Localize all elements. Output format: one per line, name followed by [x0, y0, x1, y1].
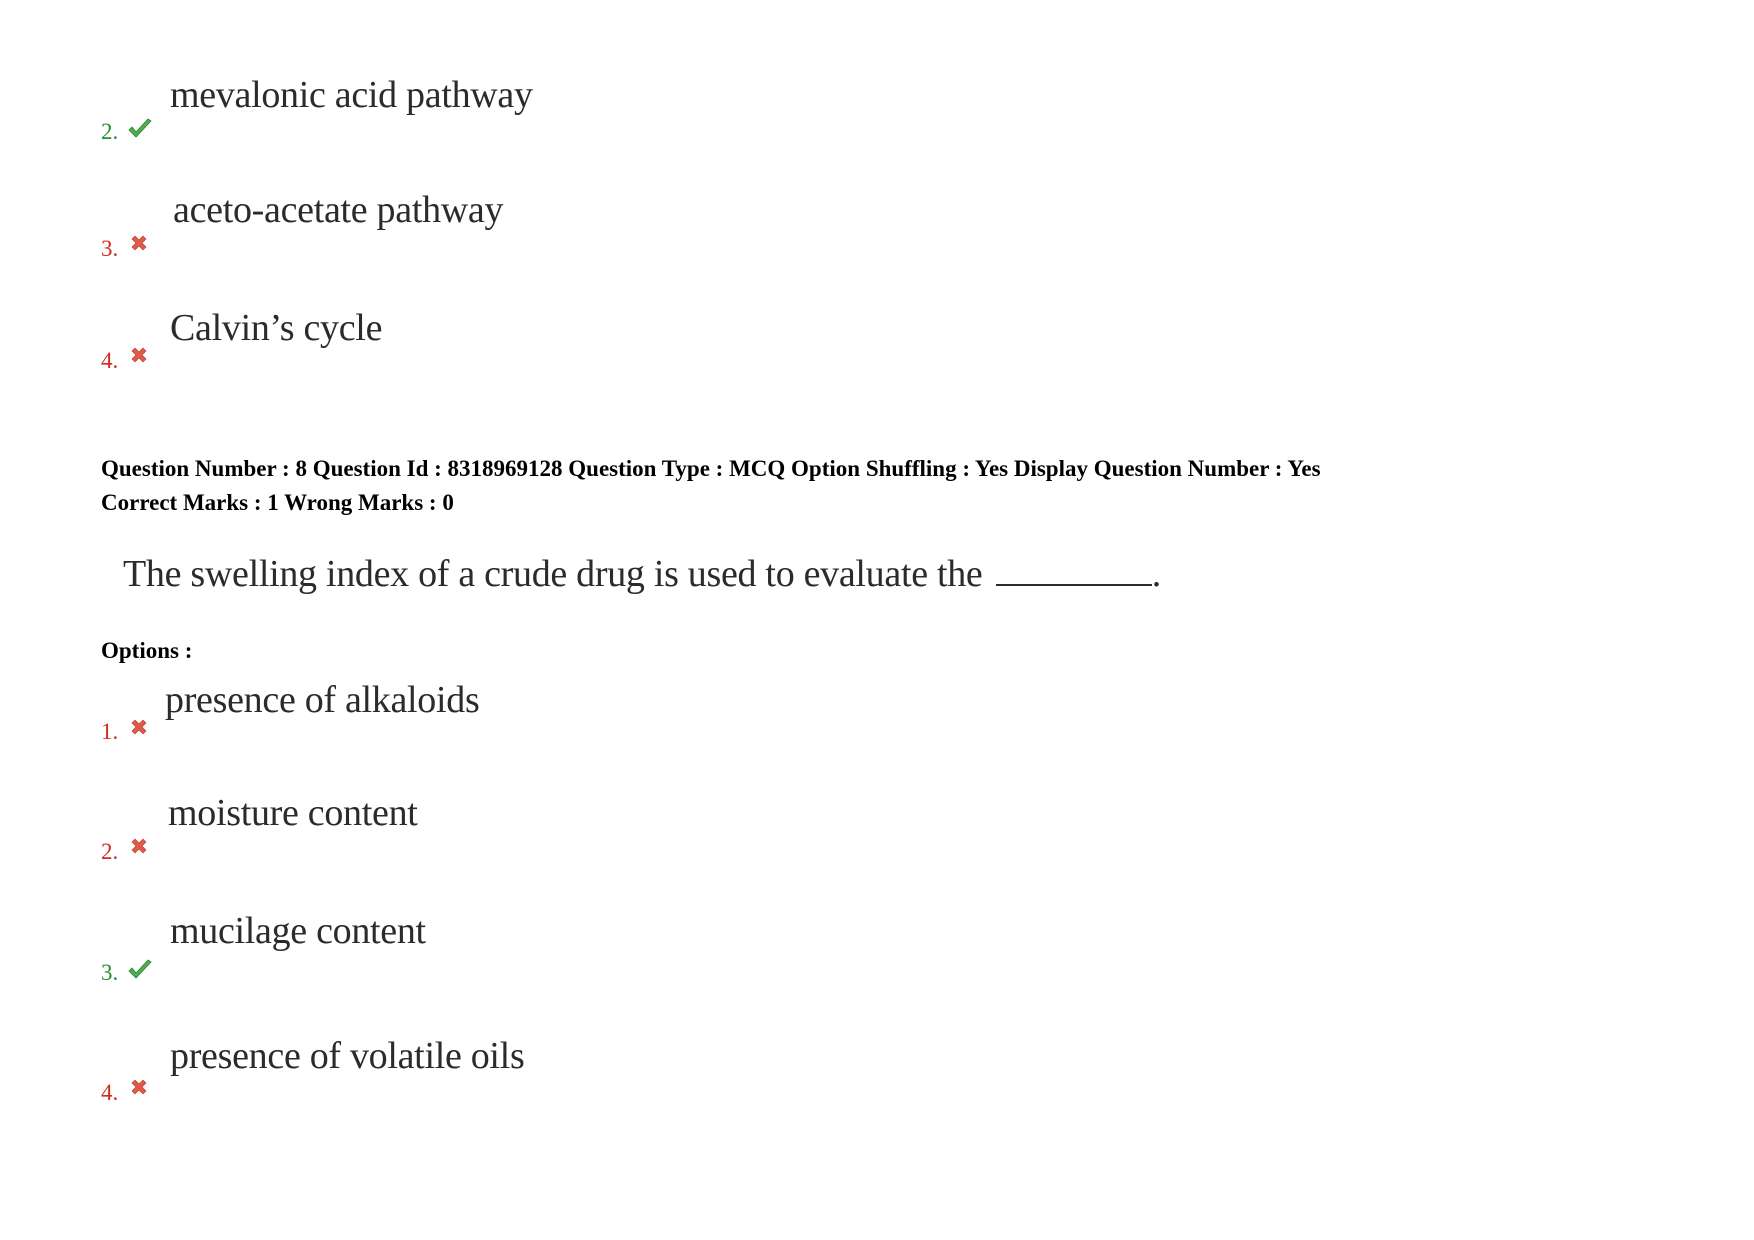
- check-icon: [127, 958, 153, 982]
- option-text: presence of volatile oils: [170, 1035, 525, 1077]
- option-text: aceto-acetate pathway: [173, 189, 504, 231]
- option-text: mucilage content: [170, 910, 426, 952]
- option-number: 3.: [101, 960, 119, 985]
- option-text: presence of alkaloids: [165, 679, 480, 721]
- cross-icon: [129, 836, 149, 856]
- marks-info: Correct Marks : 1 Wrong Marks : 0: [101, 490, 454, 515]
- check-icon: [127, 117, 153, 141]
- option-number: 2.: [101, 839, 119, 864]
- cross-icon: [129, 345, 149, 365]
- question-body: The swelling index of a crude drug is used to evaluate the: [123, 553, 983, 595]
- option-text: Calvin’s cycle: [170, 307, 383, 349]
- cross-icon: [129, 717, 149, 737]
- option-number: 3.: [101, 236, 119, 261]
- answer-blank: [996, 550, 1152, 586]
- cross-icon: [129, 233, 149, 253]
- question-end: .: [1151, 553, 1161, 595]
- question-header: Question Number : 8 Question Id : 8318969128 Question Type : MCQ Option Shuffling : Yes Display Question Number : Yes: [101, 456, 1321, 481]
- option-number: 2.: [101, 119, 119, 144]
- option-number: 4.: [101, 348, 119, 373]
- option-number: 4.: [101, 1080, 119, 1105]
- question-text: [123, 550, 1161, 595]
- option-number: 1.: [101, 719, 119, 744]
- cross-icon: [129, 1077, 149, 1097]
- options-label: Options :: [101, 638, 193, 663]
- option-text: moisture content: [168, 792, 418, 834]
- option-text: mevalonic acid pathway: [170, 74, 533, 116]
